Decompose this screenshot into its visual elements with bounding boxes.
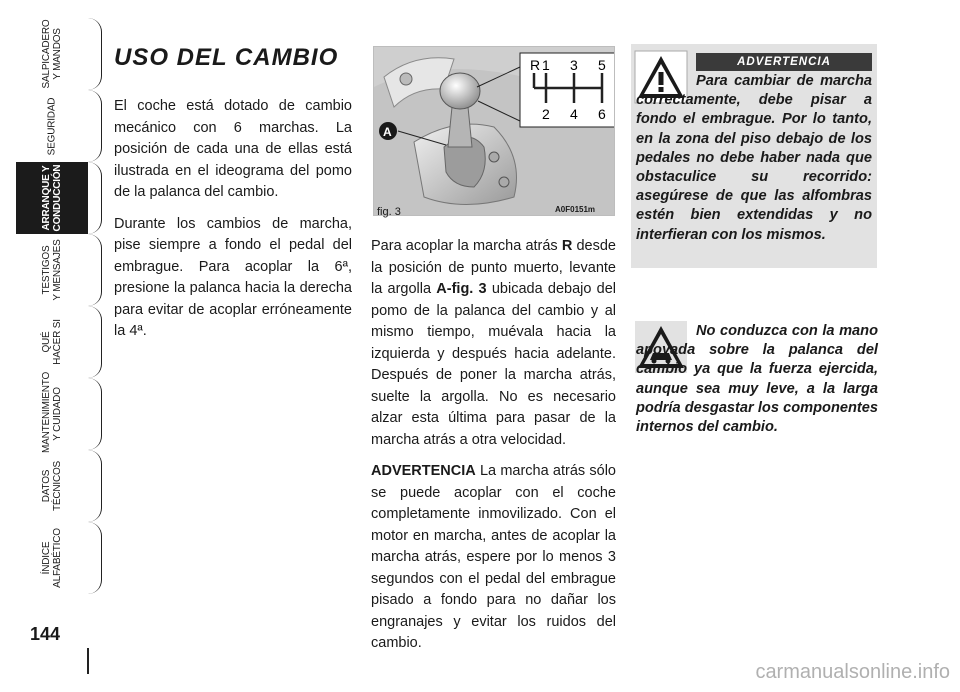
tab-label-box: [16, 522, 88, 594]
caution-text-body: No conduzca con la mano apoyada sobre la palanca del cambio ya que la fuerza ejercida, aunque sea muy leve, a la larga podría desgastar los componentes internos del cambio.: [636, 323, 878, 436]
text-run: desde la posición de punto muerto, levante la argolla: [371, 238, 616, 297]
intro-column: [114, 96, 352, 343]
tab-0[interactable]: [16, 18, 102, 90]
tab-5[interactable]: [16, 371, 102, 453]
tab-7[interactable]: [16, 522, 102, 594]
intro-paragraph-1: El coche está dotado de cambio mecánico con 6 marchas. La posición de cada una de ellas está ilustrada en el ideograma del pomo de la palanca del cambio.: [114, 98, 352, 200]
watermark: carmanualsonline.info: [755, 661, 950, 683]
tab-label-box: [16, 450, 88, 522]
tab-edge: [84, 450, 102, 522]
tab-label: DATOS TÉCNICOS: [41, 460, 63, 512]
caution-text: [636, 322, 878, 437]
text-run: ubicada debajo del pomo de la palanca del cambio y al mismo tiempo, muévala hacia la izquierda y después hacia adelante. Después de poner la marcha atrás, suelte la argolla. No es necesario alzar esta última para pasar de la marcha atrás a otra velocidad.: [371, 281, 616, 448]
tab-3[interactable]: [16, 234, 102, 306]
reverse-gear-paragraph: [371, 236, 616, 451]
tab-6[interactable]: [16, 450, 102, 522]
tab-label: SALPICADERO Y MANDOS: [41, 19, 63, 89]
figure-caption: fig. 3: [377, 206, 401, 218]
gear-label-3: 3: [570, 57, 578, 73]
callout-a-label: A: [383, 125, 392, 139]
gear-label-r: R: [530, 57, 541, 73]
warning-text: [636, 72, 872, 245]
chapter-tabs: [16, 18, 102, 610]
tab-4[interactable]: [16, 306, 102, 378]
text-run: Para acoplar la marcha atrás: [371, 238, 562, 254]
warning-header: ADVERTENCIA: [696, 53, 872, 71]
warning-text-body: Para cambiar de marcha correctamente, debe pisar a fondo el embrague. Por lo tanto, en la zona del piso debajo de los pedales no debe haber nada que obstaculice su recorrido: asegúrese de que las alfombras estén bien extendidas y no interfieran con los mismos.: [636, 73, 872, 243]
tab-label: QUÉ HACER SI: [41, 319, 63, 365]
gear-label-6: 6: [598, 106, 606, 122]
text-run: La marcha atrás sólo se puede acoplar con el coche completamente inmovilizado. Con el motor en marcha, antes de acoplar la marcha atrás, espere por lo menos 3 segundos con el pedal del embrague pisado a fondo para no dañar los engranajes y evitar los ruidos del cambio.: [371, 463, 616, 651]
tab-label: MANTENIMIENTO Y CUIDADO: [41, 371, 63, 453]
tab-edge: [84, 522, 102, 594]
tab-label: TESTIGOS Y MENSAJES: [41, 239, 63, 301]
page-title: USO DEL CAMBIO: [114, 44, 339, 71]
tab-edge: [84, 162, 102, 234]
figure-code: A0F0151m: [555, 205, 596, 214]
advertencia-paragraph: [371, 461, 616, 655]
tab-edge: [84, 378, 102, 450]
figure-reference: A-fig. 3: [436, 281, 487, 297]
reverse-symbol: R: [561, 238, 573, 254]
reverse-gear-column: [371, 236, 616, 655]
gear-lever-figure: [373, 46, 615, 216]
gear-label-2: 2: [542, 106, 550, 122]
gear-label-4: 4: [570, 106, 578, 122]
intro-paragraph-2: Durante los cambios de marcha, pise siempre a fondo el pedal del embrague. Para acoplar la 6ª, presione la palanca hacia la derecha para evitar de acoplar erróneamente la 4ª.: [114, 215, 352, 339]
tab-edge: [84, 18, 102, 90]
tab-label-box: [16, 90, 88, 162]
gear-label-1: 1: [542, 57, 550, 73]
tab-label: SEGURIDAD: [46, 97, 58, 155]
tab-label-box: [16, 306, 88, 378]
tab-label: ARRANQUE Y CONDUCCIÓN: [41, 164, 63, 232]
tab-label: ÍNDICE ALFABÉTICO: [41, 528, 63, 588]
tab-2[interactable]: [16, 162, 102, 234]
tab-1[interactable]: [16, 90, 102, 162]
tab-label-box: [16, 18, 88, 90]
gear-lever-illustration: [374, 47, 615, 216]
tab-edge: [84, 306, 102, 378]
tab-label-box: [16, 371, 88, 453]
tab-edge: [84, 234, 102, 306]
advertencia-label: ADVERTENCIA: [371, 463, 476, 479]
tab-label-box: [16, 162, 88, 234]
gear-label-5: 5: [598, 57, 606, 73]
tab-label-box: [16, 234, 88, 306]
tab-edge: [84, 90, 102, 162]
tab-strip-line-bottom: [87, 648, 89, 674]
page-number: 144: [30, 624, 61, 644]
